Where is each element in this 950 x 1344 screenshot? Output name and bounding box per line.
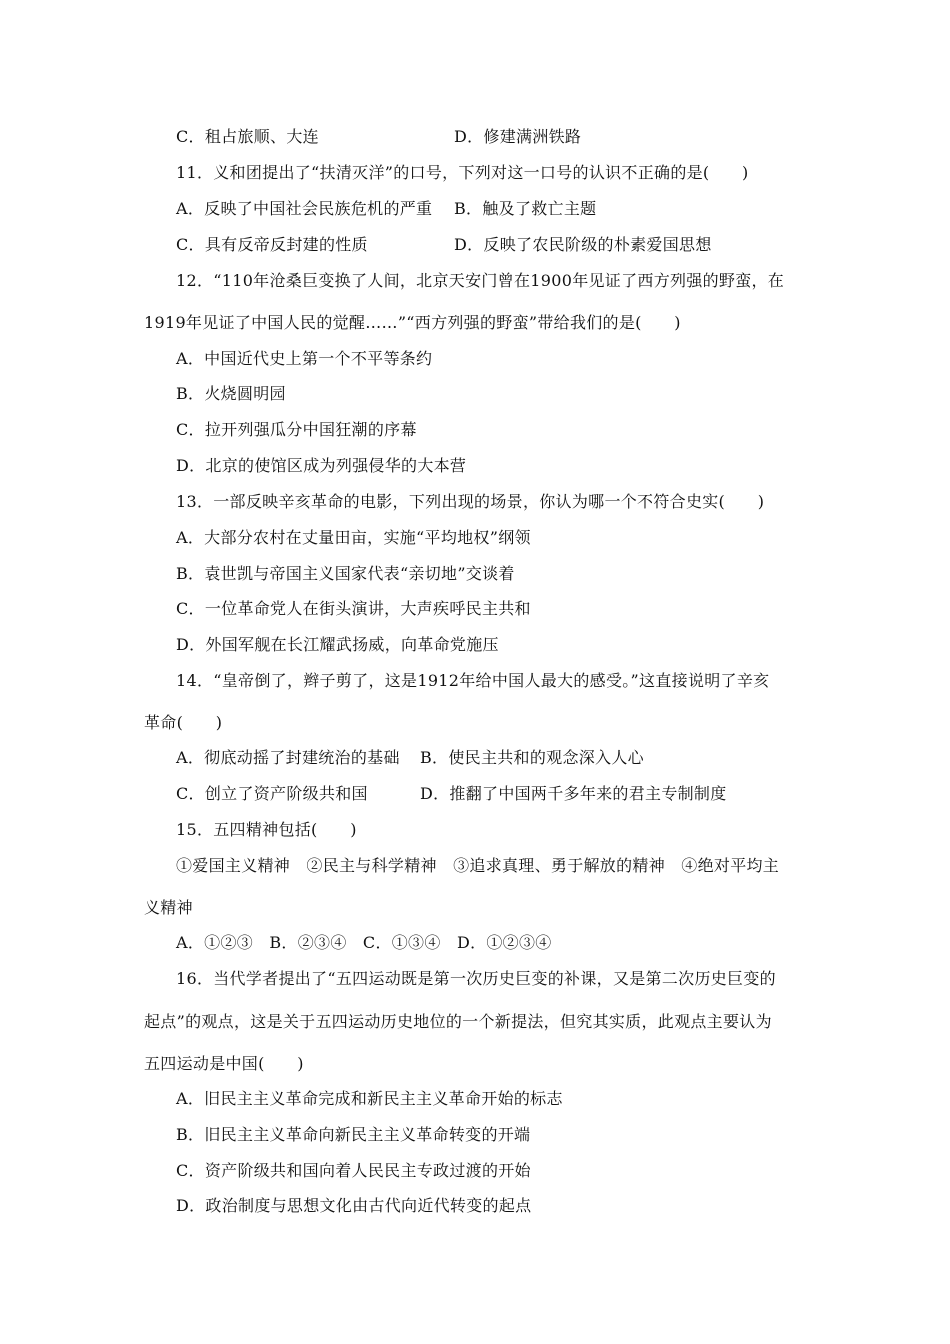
q15-stem: 15．五四精神包括( )	[176, 820, 357, 839]
q11-option-a: A．反映了中国社会民族危机的严重	[176, 199, 433, 218]
q16-stem-line3: 五四运动是中国( )	[144, 1054, 304, 1073]
q13-option-d: D．外国军舰在长江耀武扬威，向革命党施压	[176, 635, 499, 654]
q10-option-c: C．租占旅顺、大连	[176, 127, 319, 146]
q14-option-c: C．创立了资产阶级共和国	[176, 784, 368, 803]
q11-option-c: C．具有反帝反封建的性质	[176, 235, 368, 254]
q12-option-a: A．中国近代史上第一个不平等条约	[176, 349, 433, 368]
q11-option-b: B．触及了救亡主题	[454, 199, 597, 218]
q12-option-c: C．拉开列强瓜分中国狂潮的序幕	[176, 420, 417, 439]
q14-option-a: A．彻底动摇了封建统治的基础	[176, 748, 400, 767]
q14-option-d: D．推翻了中国两千多年来的君主专制制度	[420, 784, 727, 803]
q16-option-c: C．资产阶级共和国向着人民民主专政过渡的开始	[176, 1161, 531, 1180]
q15-options: A．①②③ B．②③④ C．①③④ D．①②③④	[176, 933, 552, 952]
q14-option-b: B．使民主共和的观念深入人心	[420, 748, 644, 767]
q14-stem-line1: 14．“皇帝倒了，辫子剪了，这是1912年给中国人最大的感受。”这直接说明了辛亥	[176, 671, 770, 690]
q13-option-a: A．大部分农村在丈量田亩，实施“平均地权”纲领	[176, 528, 531, 547]
q12-option-b: B．火烧圆明园	[176, 384, 286, 403]
q14-stem-line2: 革命( )	[144, 713, 223, 732]
q10-option-d: D．修建满洲铁路	[454, 127, 582, 146]
q13-stem: 13．一部反映辛亥革命的电影，下列出现的场景，你认为哪一个不符合史实( )	[176, 492, 765, 511]
q16-option-d: D．政治制度与思想文化由古代向近代转变的起点	[176, 1196, 532, 1215]
q15-items-line1: ①爱国主义精神 ②民主与科学精神 ③追求真理、勇于解放的精神 ④绝对平均主	[176, 856, 780, 875]
q16-option-b: B．旧民主主义革命向新民主主义革命转变的开端	[176, 1125, 531, 1144]
q11-stem: 11．义和团提出了“扶清灭洋”的口号，下列对这一口号的认识不正确的是( )	[176, 163, 749, 182]
q16-stem-line1: 16．当代学者提出了“五四运动既是第一次历史巨变的补课，又是第二次历史巨变的	[176, 969, 776, 988]
q16-option-a: A．旧民主主义革命完成和新民主主义革命开始的标志	[176, 1089, 563, 1108]
q13-option-b: B．袁世凯与帝国主义国家代表“亲切地”交谈着	[176, 564, 515, 583]
q12-option-d: D．北京的使馆区成为列强侵华的大本营	[176, 456, 467, 475]
q11-option-d: D．反映了农民阶级的朴素爱国思想	[454, 235, 712, 254]
q16-stem-line2: 起点”的观点，这是关于五四运动历史地位的一个新提法，但究其实质，此观点主要认为	[144, 1012, 772, 1031]
q12-stem-line2: 1919年见证了中国人民的觉醒……”“西方列强的野蛮”带给我们的是( )	[144, 313, 681, 332]
q15-items-line2: 义精神	[144, 898, 193, 917]
q13-option-c: C．一位革命党人在街头演讲，大声疾呼民主共和	[176, 599, 531, 618]
q12-stem-line1: 12．“110年沧桑巨变换了人间，北京天安门曾在1900年见证了西方列强的野蛮，在	[176, 271, 785, 290]
